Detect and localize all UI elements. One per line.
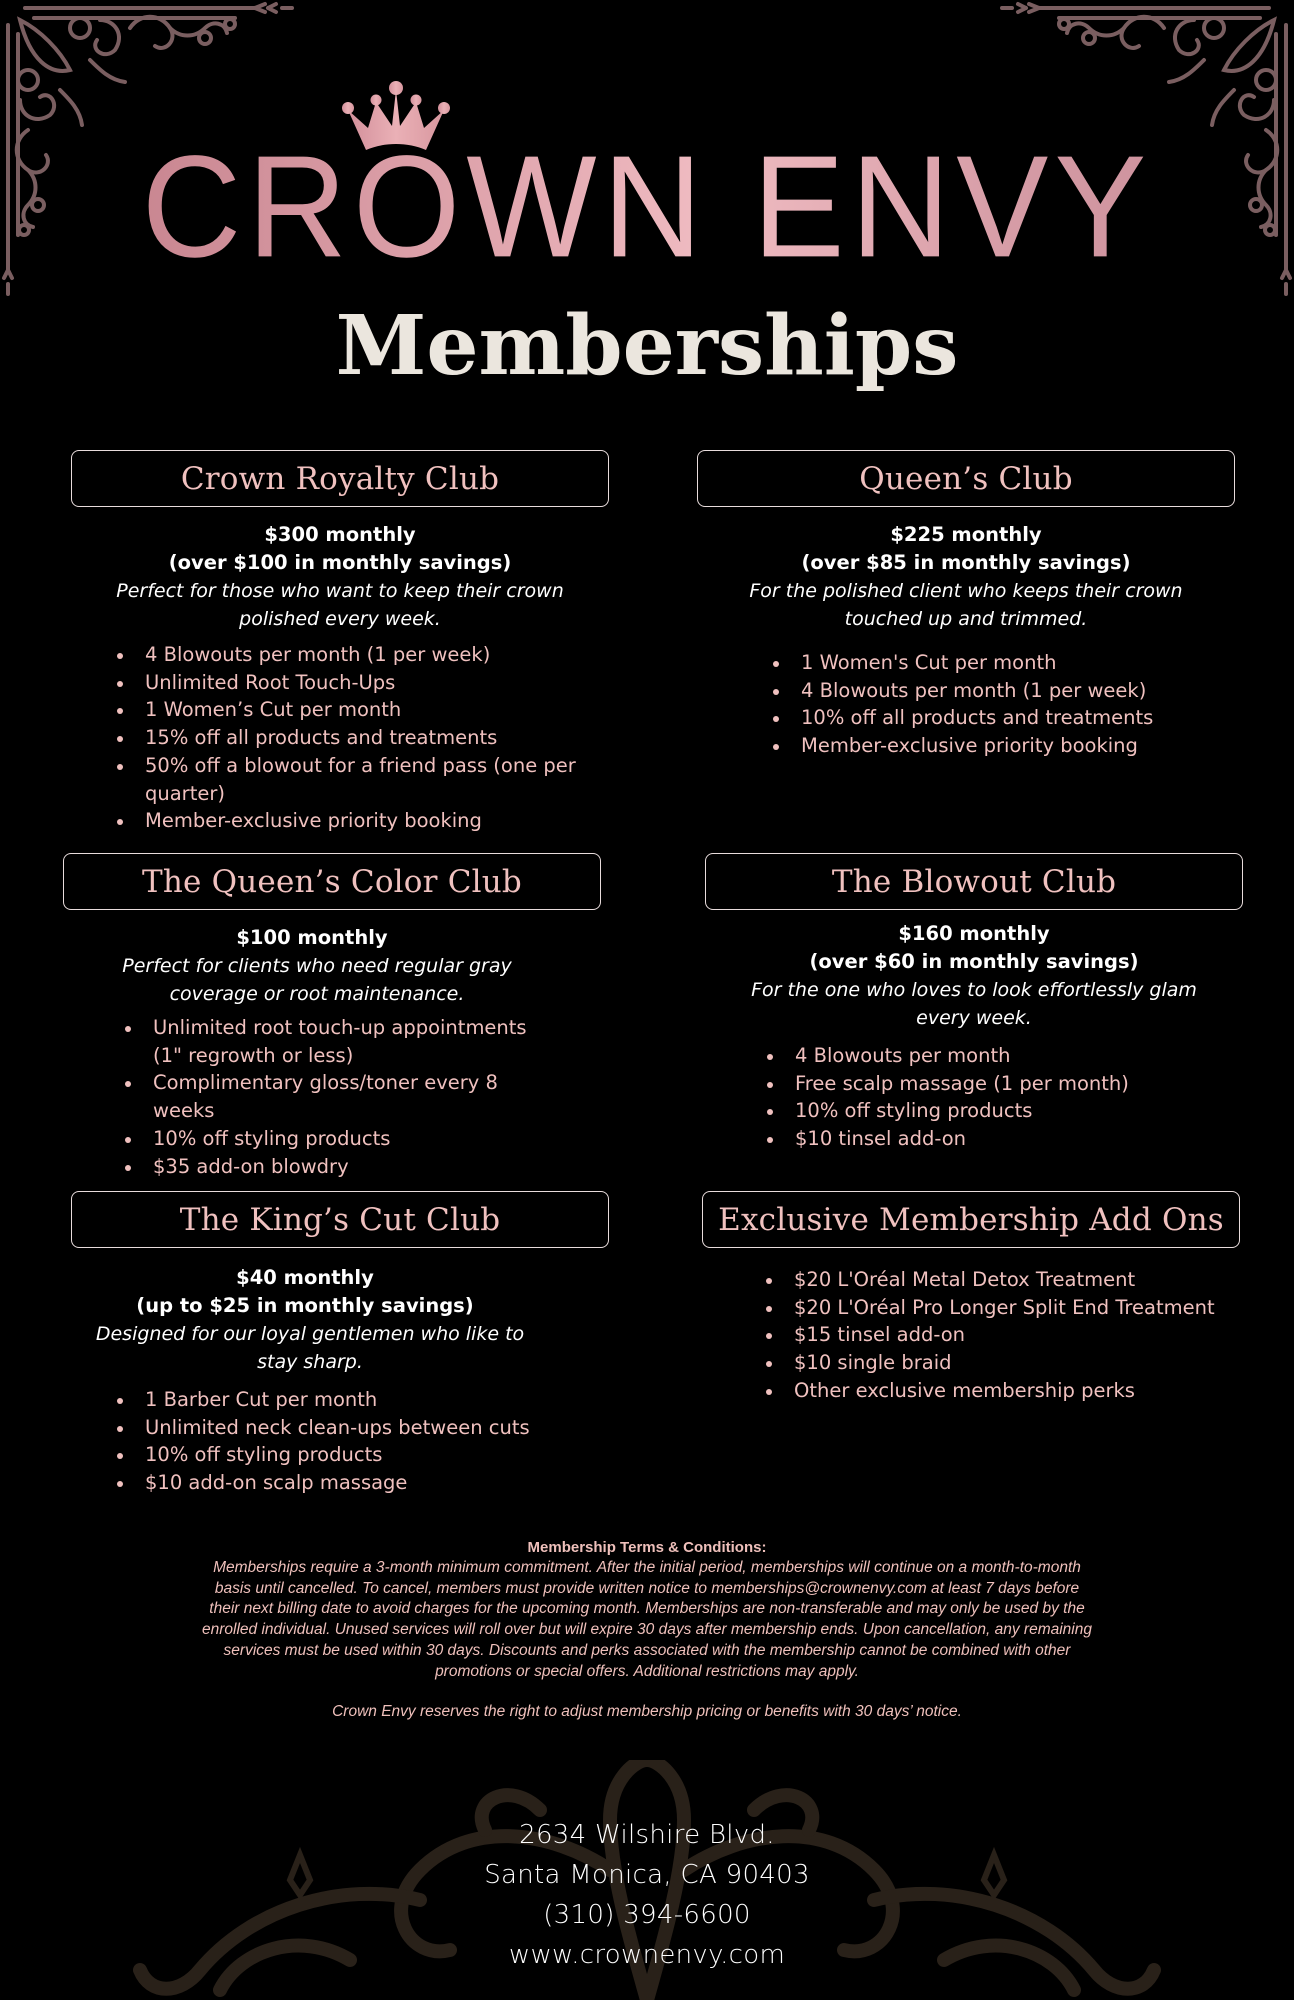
card-title: The Blowout Club bbox=[705, 853, 1243, 910]
address-line-1: 2634 Wilshire Blvd. bbox=[519, 1820, 775, 1850]
membership-card-crown-royalty bbox=[71, 450, 609, 835]
benefit-item: 15% off all products and treatments bbox=[115, 724, 589, 752]
benefit-item: 50% off a blowout for a friend pass (one per quarter) bbox=[115, 752, 589, 807]
price: $300 monthly bbox=[264, 523, 416, 546]
benefit-list bbox=[115, 1386, 539, 1497]
benefit-item: 10% off all products and treatments bbox=[771, 704, 1235, 732]
tagline: For the one who loves to look effortlessly glam every week. bbox=[751, 979, 1197, 1029]
card-title: Exclusive Membership Add Ons bbox=[702, 1191, 1240, 1248]
benefit-item: $20 L'Oréal Metal Detox Treatment bbox=[764, 1266, 1240, 1294]
terms-body: Memberships require a 3-month minimum commitment. After the initial period, memberships will continue on a month-to-month basis until cancelled. To cancel, members must provide written notice to memberships@crownenvy.com at least 7 days before their next billing date to avoid charges for the upcoming month. Memberships are non-transferable and may only be used by the enrolled individual. Unused services will roll over but will expire 30 days after membership ends. Upon cancellation, any remaining services must be used within 30 days. Discounts and perks associated with the membership cannot be combined with other promotions or special offers. Additional restrictions may apply. bbox=[202, 1559, 1092, 1680]
benefit-list bbox=[115, 641, 589, 835]
brand-logo-text: CROWN ENVY bbox=[0, 135, 1294, 280]
benefit-item: Free scalp massage (1 per month) bbox=[765, 1070, 1243, 1098]
benefit-item: $20 L'Oréal Pro Longer Split End Treatment bbox=[764, 1294, 1240, 1322]
benefit-item: 1 Women's Cut per month bbox=[771, 649, 1235, 677]
address-line-2: Santa Monica, CA 90403 bbox=[484, 1860, 810, 1890]
website-link[interactable]: www.crownenvy.com bbox=[508, 1940, 786, 1970]
membership-card-blowout bbox=[705, 853, 1243, 1153]
membership-card-queens bbox=[697, 450, 1235, 760]
savings: (over $85 in monthly savings) bbox=[801, 551, 1131, 574]
phone-number[interactable]: (310) 394-6600 bbox=[543, 1900, 751, 1930]
price: $225 monthly bbox=[890, 523, 1042, 546]
tagline: Designed for our loyal gentlemen who like to stay sharp. bbox=[95, 1323, 525, 1373]
membership-card-add-ons bbox=[702, 1191, 1240, 1405]
benefit-item: Complimentary gloss/toner every 8 weeks bbox=[123, 1069, 551, 1124]
price: $160 monthly bbox=[898, 922, 1050, 945]
benefit-item: 10% off styling products bbox=[115, 1441, 539, 1469]
terms-section bbox=[200, 1538, 1094, 1721]
savings: (up to $25 in monthly savings) bbox=[136, 1294, 474, 1317]
page-title: Memberships bbox=[335, 298, 959, 394]
tagline: Perfect for those who want to keep their crown polished every week. bbox=[116, 580, 564, 630]
terms-notice: Crown Envy reserves the right to adjust membership pricing or benefits with 30 days’ notice. bbox=[332, 1703, 962, 1721]
card-title: Queen’s Club bbox=[697, 450, 1235, 507]
benefit-list bbox=[764, 1266, 1240, 1405]
benefit-item: 1 Women’s Cut per month bbox=[115, 696, 589, 724]
tagline: Perfect for clients who need regular gray coverage or root maintenance. bbox=[122, 955, 512, 1005]
card-title: The Queen’s Color Club bbox=[63, 853, 601, 910]
price: $40 monthly bbox=[236, 1266, 374, 1289]
savings: (over $60 in monthly savings) bbox=[809, 950, 1139, 973]
benefit-list bbox=[123, 1014, 551, 1180]
benefit-item: Unlimited neck clean-ups between cuts bbox=[115, 1414, 539, 1442]
benefit-item: 4 Blowouts per month bbox=[765, 1042, 1243, 1070]
membership-card-kings-cut bbox=[71, 1191, 609, 1497]
benefit-item: $10 add-on scalp massage bbox=[115, 1469, 539, 1497]
benefit-item: Member-exclusive priority booking bbox=[771, 732, 1235, 760]
benefit-item: 4 Blowouts per month (1 per week) bbox=[115, 641, 589, 669]
benefit-item: $15 tinsel add-on bbox=[764, 1321, 1240, 1349]
benefit-item: 1 Barber Cut per month bbox=[115, 1386, 539, 1414]
benefit-item: 10% off styling products bbox=[765, 1097, 1243, 1125]
tagline: For the polished client who keeps their crown touched up and trimmed. bbox=[749, 580, 1183, 630]
terms-title: Membership Terms & Conditions: bbox=[527, 1539, 767, 1556]
benefit-list bbox=[765, 1042, 1243, 1153]
benefit-item: Unlimited root touch-up appointments (1" regrowth or less) bbox=[123, 1014, 551, 1069]
benefit-item: 4 Blowouts per month (1 per week) bbox=[771, 677, 1235, 705]
benefit-list bbox=[771, 649, 1235, 760]
benefit-item: $35 add-on blowdry bbox=[123, 1153, 551, 1181]
benefit-item: Unlimited Root Touch-Ups bbox=[115, 669, 589, 697]
benefit-item: Member-exclusive priority booking bbox=[115, 807, 589, 835]
contact-info bbox=[0, 1815, 1294, 1975]
card-title: The King’s Cut Club bbox=[71, 1191, 609, 1248]
membership-card-queens-color bbox=[63, 853, 601, 1180]
benefit-item: Other exclusive membership perks bbox=[764, 1377, 1240, 1405]
savings: (over $100 in monthly savings) bbox=[168, 551, 512, 574]
card-title: Crown Royalty Club bbox=[71, 450, 609, 507]
price: $100 monthly bbox=[236, 926, 388, 949]
benefit-item: $10 tinsel add-on bbox=[765, 1125, 1243, 1153]
benefit-item: 10% off styling products bbox=[123, 1125, 551, 1153]
benefit-item: $10 single braid bbox=[764, 1349, 1240, 1377]
